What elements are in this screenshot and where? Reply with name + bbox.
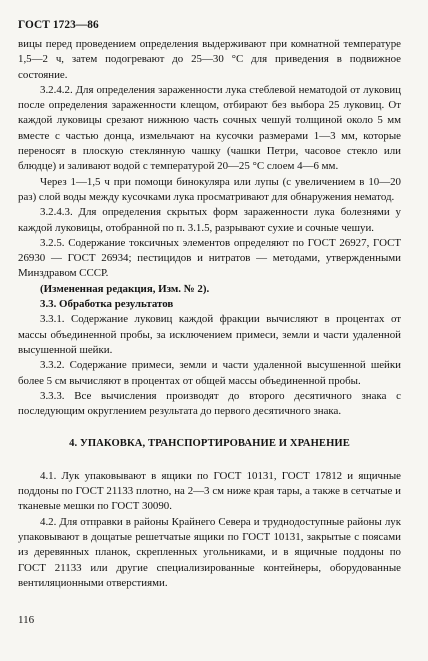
section-title-4: 4. УПАКОВКА, ТРАНСПОРТИРОВАНИЕ И ХРАНЕНИЕ (69, 438, 350, 450)
paragraph-4-1: 4.1. Лук упаковывают в ящики по ГОСТ 10131, ГОСТ 17812 и ящичные поддоны по ГОСТ 21133 плотно, на 2—3 см ниже края тары, а также в сетчатые и тканевые мешки по ГОСТ 30090. (18, 469, 401, 513)
body-text (18, 37, 401, 591)
paragraph-4-2: 4.2. Для отправки в районы Крайнего Севера и труднодоступные районы лук упаковывают в дощатые решетчатые ящики по ГОСТ 10131, закрытые с поясами из деревянных планок, скрепленных угольниками, и в ящичные поддоны по ГОСТ 21133 или другие специализированные контейнеры, оборудованные вентиляционными отверстиями. (18, 515, 401, 589)
amendment-note: (Измененная редакция, Изм. № 2). (40, 282, 210, 295)
paragraph-3-2-4-3: 3.2.4.3. Для определения скрытых форм зараженности лука болезнями у каждой луковицы, отобранной по п. 3.1.5, разрывают сухие и сочные чешуи. (18, 206, 401, 234)
paragraph-3-3-2: 3.3.2. Содержание примеси, земли и части удаленной высушенной шейки более 5 см вычисляют в процентах от общей массы объединенной пробы. (18, 359, 401, 387)
paragraph-3-3-3: 3.3.3. Все вычисления производят до второго десятичного знака с последующим округлением результата до первого десятичного знака. (18, 389, 401, 418)
paragraph-3-2-5: 3.2.5. Содержание токсичных элементов определяют по ГОСТ 26927, ГОСТ 26930 — ГОСТ 26934; пестицидов и нитратов — методами, утвержденными Минздравом СССР. (18, 236, 401, 280)
subsection-heading-text: 3.3. Обработка результатов (40, 298, 174, 311)
paragraph-3-3-1: 3.3.1. Содержание луковиц каждой фракции вычисляют в процентах от массы объединенной пробы, за исключением примеси, земли и части удаленной высушенной шейки. (18, 313, 401, 356)
subsection-heading-3-3 (18, 297, 401, 312)
paragraph-3-2-4-2: 3.2.4.2. Для определения зараженности лука стеблевой нематодой от луковиц после определения зараженности клещом, отбирают без выбора 25 луковиц. От каждой луковицы срезают нижнюю часть сочных чешуй толщиной около 5 мм вместе с частью донца, измельчают на кусочки размерами 1—3 мм, которые переносят в плоскую стеклянную чашку (чашки Петри, часовое стекло или блюдце) и заливают водой с температурой 20—25 °С слоем 4—6 мм. (18, 83, 401, 173)
paragraph-nematode-check: Через 1—1,5 ч при помощи бинокуляра или лупы (с увеличением в 10—20 раз) слой воды между кусочками лука просматривают для обнаружения нематод. (18, 175, 401, 203)
page-number: 116 (18, 614, 35, 626)
paragraph-continuation: вицы перед проведением определения выдерживают при комнатной температуре 1,5—2 ч, затем подогревают до 25—30 °С для приведения в подвижное состояние. (18, 38, 401, 81)
running-header: ГОСТ 1723—86 (18, 19, 99, 31)
